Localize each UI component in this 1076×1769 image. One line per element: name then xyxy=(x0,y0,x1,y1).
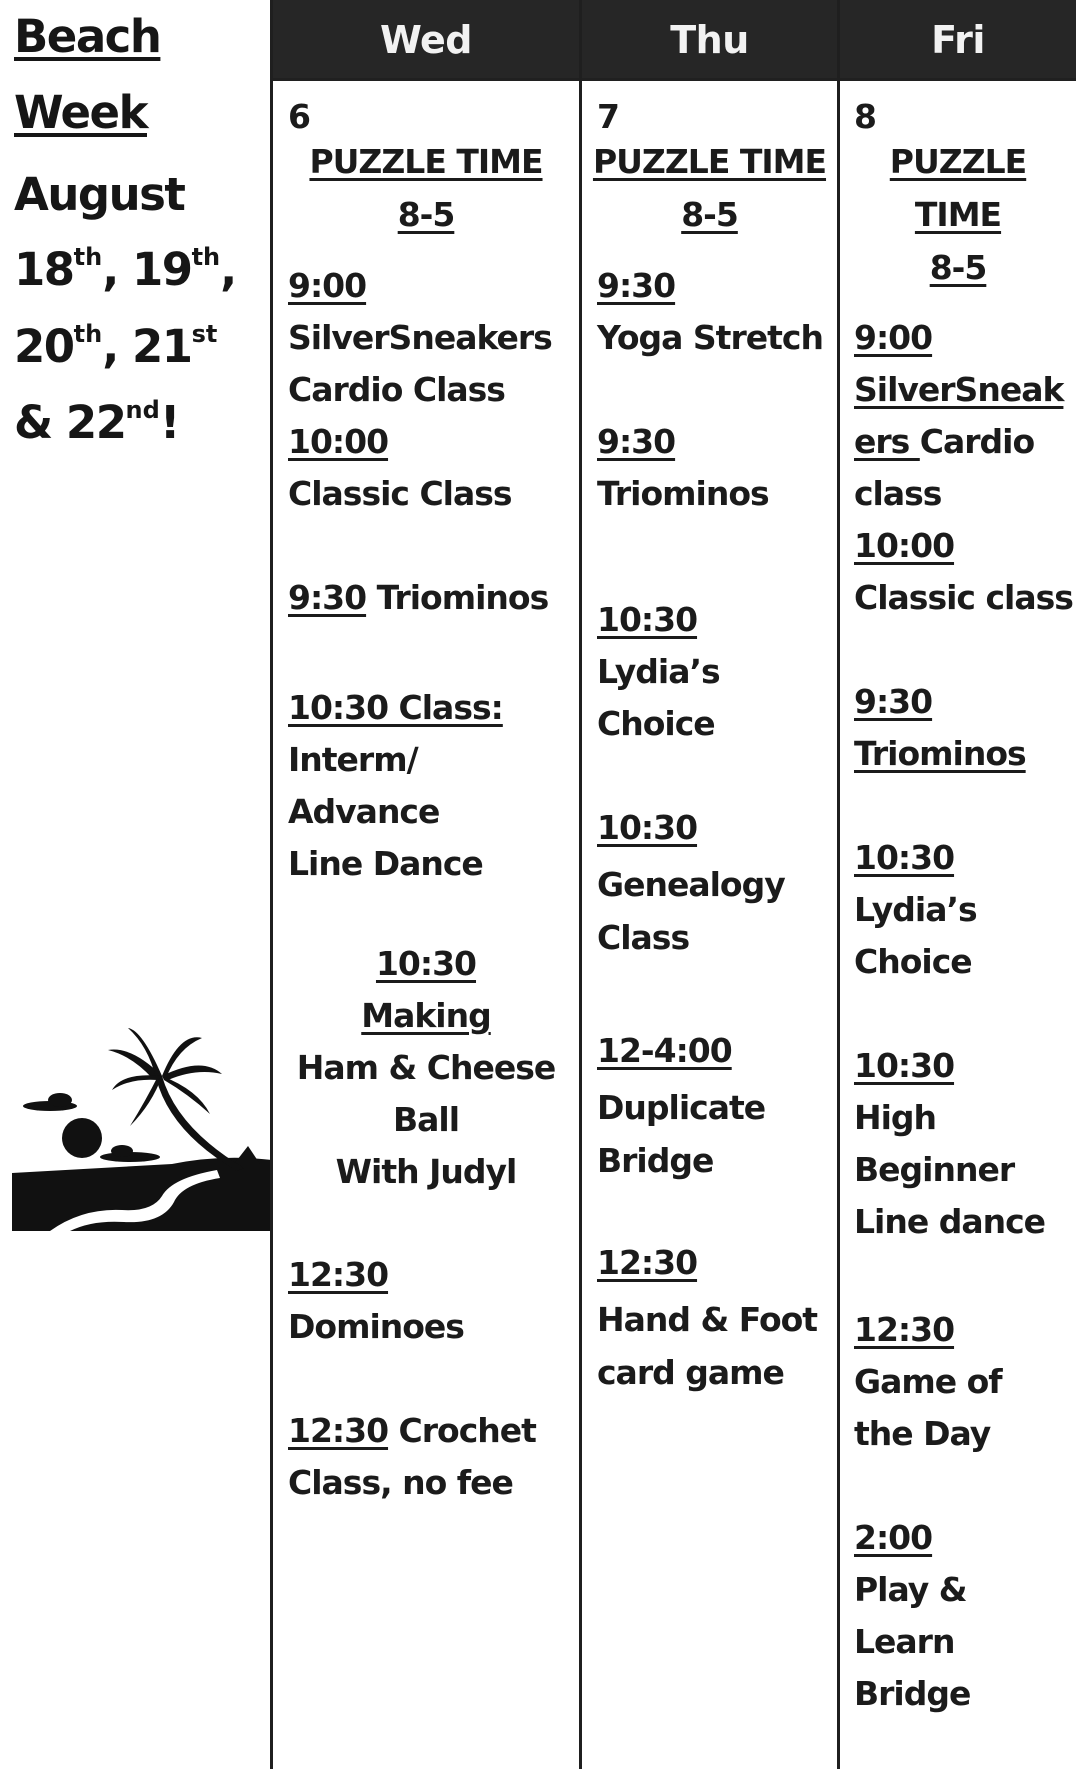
event-title: Yoga Stretch xyxy=(597,318,823,357)
event-time: 9:00 xyxy=(288,266,367,305)
day-column-wed xyxy=(270,0,579,1769)
title-month: August xyxy=(14,168,185,221)
event-title: the Day xyxy=(854,1414,991,1453)
event-title: class xyxy=(854,474,942,513)
event-time: 10:30 Class: xyxy=(288,688,503,727)
puzzle-hours: 8-5 xyxy=(397,195,455,234)
event-time: 10:00 xyxy=(854,526,955,565)
event-time: 10:00 xyxy=(288,422,389,461)
day-header-thu: Thu xyxy=(582,3,837,78)
event-line: 9:30 Triominos xyxy=(288,578,549,617)
event-title: Genealogy xyxy=(597,865,785,904)
event-title: Interm/ xyxy=(288,740,418,779)
puzzle-label: PUZZLE TIME xyxy=(592,142,827,181)
event-line: 12:30 Crochet xyxy=(288,1411,536,1450)
event-time: 9:30 xyxy=(854,682,933,721)
puzzle-label: PUZZLE TIME xyxy=(309,142,543,181)
event-title: Cardio Class xyxy=(288,370,505,409)
day-body-wed xyxy=(273,78,579,1769)
event-title: Triominos xyxy=(597,474,769,513)
event-title: Beginner xyxy=(854,1150,1015,1189)
date-number: 7 xyxy=(597,97,619,136)
day-header-fri: Fri xyxy=(840,3,1076,78)
event-title: Game of xyxy=(854,1362,1002,1401)
event-title: With Judyl xyxy=(335,1152,517,1191)
event-title: Lydia’s xyxy=(597,652,720,691)
beach-palm-sunset-icon xyxy=(12,1028,272,1238)
event-title: Class, no fee xyxy=(288,1463,513,1502)
event-title: Choice xyxy=(597,704,715,743)
event-title: Choice xyxy=(854,942,972,981)
event-time: 12:30 xyxy=(288,1255,389,1294)
event-title: Lydia’s xyxy=(854,890,977,929)
event-title: ers Cardio xyxy=(854,422,1035,461)
event-title: Ball xyxy=(392,1100,460,1139)
event-title: Class xyxy=(597,918,690,957)
sidebar-title-block xyxy=(0,0,270,1769)
event-time: 9:30 xyxy=(597,266,676,305)
event-title: High xyxy=(854,1098,937,1137)
event-title: Classic class xyxy=(854,578,1073,617)
event-title: Bridge xyxy=(854,1674,971,1713)
puzzle-label: PUZZLE xyxy=(889,142,1027,181)
date-number: 8 xyxy=(854,97,876,136)
event-time: 10:30 xyxy=(375,944,477,983)
event-time: 10:30 xyxy=(854,1046,955,1085)
day-body-thu xyxy=(582,78,837,1769)
event-title: Line Dance xyxy=(288,844,483,883)
event-title: Play & xyxy=(854,1570,967,1609)
event-title: SilverSneak xyxy=(854,370,1064,409)
event-title: Ham & Cheese xyxy=(296,1048,556,1087)
event-time: 12:30 xyxy=(854,1310,955,1349)
event-title: Making xyxy=(361,996,491,1035)
event-time: 2:00 xyxy=(854,1518,933,1557)
event-title: Advance xyxy=(288,792,440,831)
event-title: SilverSneakers xyxy=(288,318,552,357)
event-title: card game xyxy=(597,1353,784,1392)
day-header-wed: Wed xyxy=(273,3,579,78)
event-time: 10:30 xyxy=(597,600,698,639)
puzzle-hours: 8-5 xyxy=(681,195,738,234)
event-time: 12:30 xyxy=(597,1243,698,1282)
title-beach: Beach xyxy=(14,10,161,63)
event-time: 10:30 xyxy=(854,838,955,877)
dates-line-2: 20th, 21st xyxy=(14,320,218,373)
day-body-fri xyxy=(840,78,1076,1769)
day-column-thu xyxy=(579,0,837,1769)
dates-line-1: 18th, 19th, xyxy=(14,243,236,296)
dates-line-3: & 22nd! xyxy=(14,396,179,449)
event-title: Dominoes xyxy=(288,1307,464,1346)
event-title: Classic Class xyxy=(288,474,512,513)
date-number: 6 xyxy=(288,97,310,136)
event-title: Line dance xyxy=(854,1202,1046,1241)
title-week: Week xyxy=(14,86,147,139)
puzzle-hours: 8-5 xyxy=(929,248,987,287)
event-title: Bridge xyxy=(597,1141,714,1180)
event-title: Duplicate xyxy=(597,1088,766,1127)
day-column-fri xyxy=(837,0,1076,1769)
event-title: Hand & Foot xyxy=(597,1300,818,1339)
event-time: 9:00 xyxy=(854,318,933,357)
event-time: 10:30 xyxy=(597,808,698,847)
event-title: Triominos xyxy=(854,734,1026,773)
event-title: Learn xyxy=(854,1622,955,1661)
event-time: 12-4:00 xyxy=(597,1031,732,1070)
puzzle-label: TIME xyxy=(914,195,1002,234)
event-time: 9:30 xyxy=(597,422,676,461)
